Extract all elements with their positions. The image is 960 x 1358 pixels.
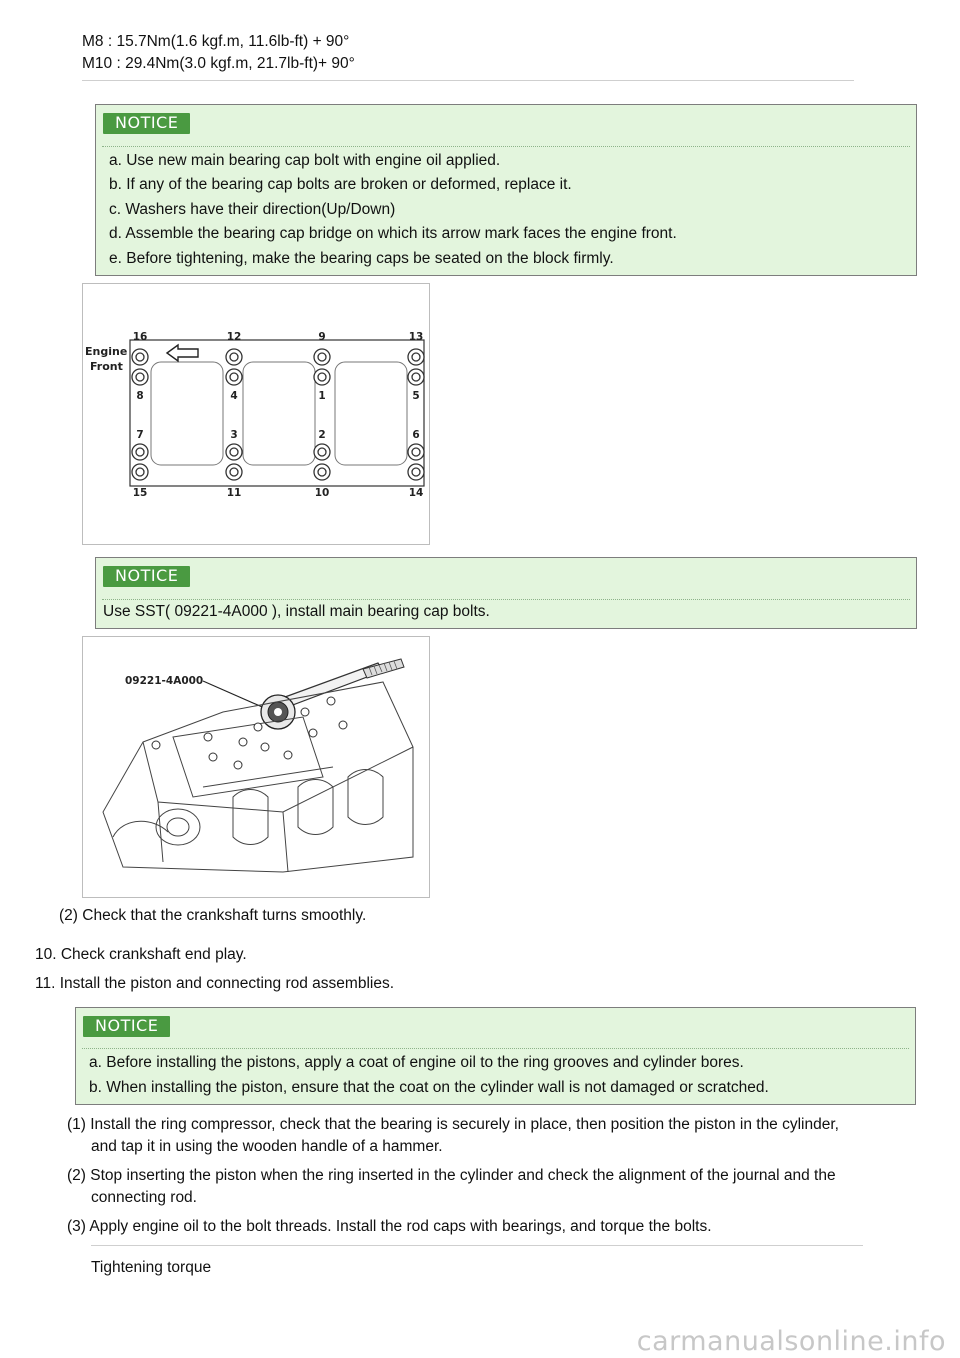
watermark: carmanualsonline.info (636, 1326, 946, 1357)
sequence-number: 9 (318, 331, 326, 343)
bolt-icon (314, 369, 330, 385)
bolt-icon (314, 464, 330, 480)
tool-part-number: 09221-4A000 (125, 675, 204, 687)
notice-badge: NOTICE (103, 113, 190, 134)
bolt-icon (408, 369, 424, 385)
notice-box-piston (75, 1007, 916, 1105)
sst-tool-illustration (82, 636, 430, 898)
sequence-number: 5 (412, 390, 420, 402)
notice-text: Use SST( 09221-4A000 ), install main bearing cap bolts. (103, 603, 490, 620)
bolt-icon (314, 349, 330, 365)
notice-item: d. Assemble the bearing cap bridge on which its arrow mark faces the engine front. (109, 225, 677, 242)
sequence-number: 7 (136, 429, 144, 441)
divider (91, 1245, 863, 1246)
cap-opening (335, 362, 407, 465)
bolt-icon (408, 349, 424, 365)
notice-item: b. When installing the piston, ensure that the coat on the cylinder wall is not damaged or scratched. (89, 1079, 769, 1096)
bolt-sequence-svg (83, 284, 429, 544)
sequence-number: 2 (318, 429, 326, 441)
notice-separator (82, 1048, 909, 1049)
cap-opening (151, 362, 223, 465)
notice-item: a. Before installing the pistons, apply a coat of engine oil to the ring grooves and cylinder bores. (89, 1054, 744, 1071)
notice-box-bearing-cap (95, 104, 917, 276)
bolt-icon (132, 444, 148, 460)
step-check-crankshaft: (2) Check that the crankshaft turns smoothly. (59, 907, 367, 924)
notice-separator (102, 146, 910, 147)
tightening-torque-label: Tightening torque (91, 1259, 212, 1276)
bolt-icon (226, 349, 242, 365)
substep-1-line2: and tap it in using the wooden handle of a hammer. (91, 1138, 443, 1155)
sequence-number: 16 (132, 331, 148, 343)
cap-opening (243, 362, 315, 465)
sequence-number: 14 (408, 487, 424, 499)
engine-block-outline (103, 682, 413, 872)
step-11: 11. Install the piston and connecting rod assemblies. (35, 975, 395, 992)
notice-separator (102, 599, 910, 600)
sequence-number: 12 (226, 331, 242, 343)
notice-item: c. Washers have their direction(Up/Down) (109, 201, 396, 218)
bolt-icon (408, 444, 424, 460)
divider (82, 80, 854, 81)
front-label: Front (90, 360, 123, 373)
bolt-icon (226, 444, 242, 460)
substep-3: (3) Apply engine oil to the bolt threads. Install the rod caps with bearings, and torque the bolts. (67, 1218, 712, 1235)
bolt-icon (226, 369, 242, 385)
bolt-icon (314, 444, 330, 460)
sequence-number: 13 (408, 331, 424, 343)
sequence-number: 4 (230, 390, 238, 402)
notice-item: b. If any of the bearing cap bolts are broken or deformed, replace it. (109, 176, 572, 193)
sequence-number: 6 (412, 429, 420, 441)
step-10: 10. Check crankshaft end play. (35, 946, 247, 963)
substep-2-line2: connecting rod. (91, 1189, 197, 1206)
substep-1-line1: (1) Install the ring compressor, check that the bearing is securely in place, then position the piston in the cylinder, (67, 1116, 839, 1133)
notice-badge: NOTICE (83, 1016, 170, 1037)
arrow-left-icon (167, 345, 198, 361)
notice-item: a. Use new main bearing cap bolt with engine oil applied. (109, 152, 501, 169)
torque-spec-m10: M10 : 29.4Nm(3.0 kgf.m, 21.7lb-ft)+ 90° (82, 55, 355, 72)
sst-tool-svg (83, 637, 429, 897)
bolt-sequence-diagram (82, 283, 430, 545)
torque-spec-m8: M8 : 15.7Nm(1.6 kgf.m, 11.6lb-ft) + 90° (82, 33, 350, 50)
ratchet-handle (285, 659, 404, 706)
engine-label: Engine (85, 345, 128, 358)
bolt-icon (132, 349, 148, 365)
cap-bolts (152, 697, 347, 769)
notice-box-sst (95, 557, 917, 629)
sequence-number: 3 (230, 429, 238, 441)
sequence-number: 8 (136, 390, 144, 402)
bolt-icon (226, 464, 242, 480)
notice-badge: NOTICE (103, 566, 190, 587)
sequence-number: 1 (318, 390, 326, 402)
bolt-icon (132, 369, 148, 385)
sequence-number: 15 (132, 487, 148, 499)
bolt-group (132, 349, 424, 480)
notice-item: e. Before tightening, make the bearing caps be seated on the block firmly. (109, 250, 614, 267)
sequence-number: 11 (226, 487, 242, 499)
bolt-icon (408, 464, 424, 480)
substep-2-line1: (2) Stop inserting the piston when the ring inserted in the cylinder and check the alignment of the journal and the (67, 1167, 836, 1184)
sequence-number: 10 (314, 487, 330, 499)
bolt-icon (132, 464, 148, 480)
angle-gauge (261, 695, 295, 729)
